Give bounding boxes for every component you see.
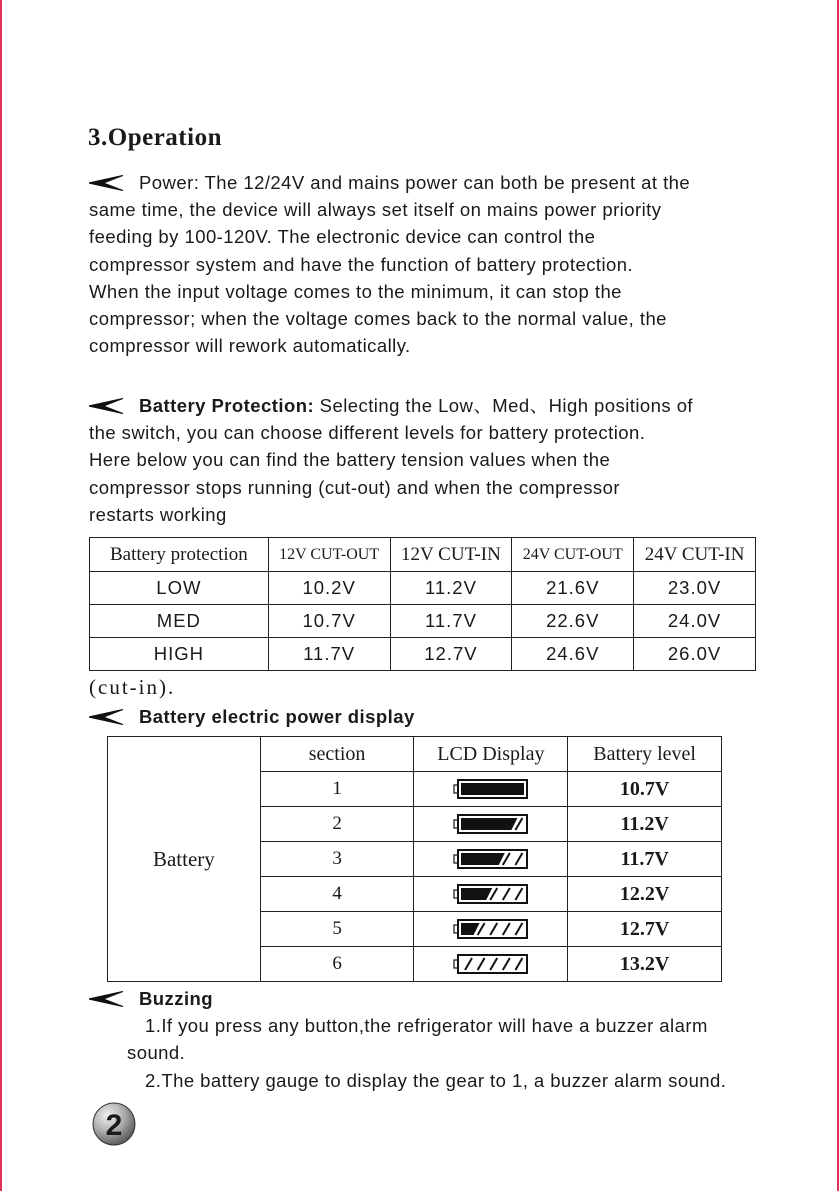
buzzing-item-2-line: 2.The battery gauge to display the gear to 1, a buzzer alarm sound. bbox=[145, 1070, 727, 1091]
battery-gauge-icon bbox=[453, 848, 529, 870]
buzzing-item-1 bbox=[145, 1012, 785, 1039]
lcd-cell bbox=[414, 877, 568, 912]
arrowhead-bullet-icon bbox=[89, 709, 123, 725]
table-header: 24V CUT-OUT bbox=[512, 538, 634, 572]
table-row bbox=[90, 572, 756, 605]
page-number: 2 bbox=[105, 1109, 123, 1142]
battery-protection-paragraph bbox=[89, 392, 779, 528]
buzzing-item-2 bbox=[145, 1067, 795, 1094]
page-number-badge-icon bbox=[92, 1102, 136, 1146]
bp-line-3: Here below you can find the battery tension values when the bbox=[89, 449, 611, 471]
battery-gauge-icon bbox=[453, 778, 529, 800]
table-cell: 10.7V bbox=[268, 605, 390, 638]
section-cell: 5 bbox=[260, 912, 414, 947]
table-header: LCD Display bbox=[414, 737, 568, 772]
table-cell: 10.2V bbox=[268, 572, 390, 605]
battery-protection-table bbox=[89, 537, 756, 671]
table-cell: 24.0V bbox=[634, 605, 756, 638]
lcd-cell bbox=[414, 947, 568, 982]
table-cell: MED bbox=[90, 605, 269, 638]
bp-line-5: restarts working bbox=[89, 503, 227, 525]
lcd-cell bbox=[414, 807, 568, 842]
bp-line bbox=[89, 392, 779, 419]
power-line-3: feeding by 100-120V. The electronic device can control the bbox=[89, 226, 596, 248]
table-cell: 11.7V bbox=[390, 605, 512, 638]
buzzing-item-1-cont bbox=[127, 1039, 767, 1066]
battery-fill bbox=[461, 818, 517, 830]
table-row bbox=[90, 605, 756, 638]
section-cell: 3 bbox=[260, 842, 414, 877]
power-line bbox=[89, 169, 779, 196]
level-cell: 11.2V bbox=[568, 807, 722, 842]
buzzing-line bbox=[89, 985, 779, 1012]
table-header-row bbox=[90, 538, 756, 572]
level-cell: 12.7V bbox=[568, 912, 722, 947]
table-cell: 11.7V bbox=[268, 638, 390, 671]
lcd-cell bbox=[414, 842, 568, 877]
buzzing-item-1-line-2: sound. bbox=[127, 1042, 186, 1063]
table-cell: 26.0V bbox=[634, 638, 756, 671]
table-header: 12V CUT-IN bbox=[390, 538, 512, 572]
table-cell: 11.2V bbox=[390, 572, 512, 605]
power-line-1: Power: The 12/24V and mains power can both be present at the bbox=[139, 172, 691, 193]
table-row bbox=[90, 638, 756, 671]
battery-gauge-icon bbox=[453, 918, 529, 940]
level-cell: 10.7V bbox=[568, 772, 722, 807]
battery-gauge-icon bbox=[453, 813, 529, 835]
table-header: 12V CUT-OUT bbox=[268, 538, 390, 572]
buzzing-item-1-line-1: 1.If you press any button,the refrigerator will have a buzzer alarm bbox=[145, 1015, 708, 1036]
battery-gauge-icon bbox=[453, 883, 529, 905]
battery-gauge-icon bbox=[453, 953, 529, 975]
battery-row-label: Battery bbox=[108, 737, 261, 982]
power-line-7: compressor will rework automatically. bbox=[89, 335, 411, 357]
power-line-4: compressor system and have the function of battery protection. bbox=[89, 253, 634, 275]
table-cell: 23.0V bbox=[634, 572, 756, 605]
level-cell: 12.2V bbox=[568, 877, 722, 912]
table-cell: 21.6V bbox=[512, 572, 634, 605]
table-cell: HIGH bbox=[90, 638, 269, 671]
section-cell: 6 bbox=[260, 947, 414, 982]
bp-heading: Battery Protection: bbox=[139, 395, 315, 416]
bp-line-4: compressor stops running (cut-out) and when the compressor bbox=[89, 476, 620, 498]
bp-line-1: Selecting the Low、Med、High positions of bbox=[314, 395, 694, 416]
battery-fill bbox=[461, 853, 505, 865]
power-display-heading-line bbox=[89, 703, 779, 730]
power-display-line bbox=[89, 703, 779, 730]
power-display-heading: Battery electric power display bbox=[139, 706, 415, 727]
section-cell: 4 bbox=[260, 877, 414, 912]
table-header: section bbox=[260, 737, 414, 772]
table-cell: LOW bbox=[90, 572, 269, 605]
buzzing-heading-line bbox=[89, 985, 779, 1012]
table-header: Battery protection bbox=[90, 538, 269, 572]
table-header: 24V CUT-IN bbox=[634, 538, 756, 572]
arrowhead-bullet-icon bbox=[89, 175, 123, 191]
battery-fill bbox=[461, 783, 524, 795]
level-cell: 11.7V bbox=[568, 842, 722, 877]
lcd-cell bbox=[414, 912, 568, 947]
cut-in-trailing-text: (cut-in). bbox=[89, 675, 176, 699]
table-header-row bbox=[108, 737, 722, 772]
power-paragraph bbox=[89, 169, 779, 359]
buzzing-heading: Buzzing bbox=[139, 988, 214, 1009]
arrowhead-bullet-icon bbox=[89, 991, 123, 1007]
section-cell: 1 bbox=[260, 772, 414, 807]
section-title: 3.Operation bbox=[88, 124, 222, 151]
battery-display-table bbox=[107, 736, 722, 982]
table-cell: 22.6V bbox=[512, 605, 634, 638]
table-header: Battery level bbox=[568, 737, 722, 772]
page-edge-left bbox=[0, 0, 2, 1191]
table-cell: 12.7V bbox=[390, 638, 512, 671]
power-line-6: compressor; when the voltage comes back to the normal value, the bbox=[89, 308, 667, 330]
power-line-5: When the input voltage comes to the minimum, it can stop the bbox=[89, 280, 622, 302]
bp-line-2: the switch, you can choose different levels for battery protection. bbox=[89, 422, 646, 444]
level-cell: 13.2V bbox=[568, 947, 722, 982]
table-cell: 24.6V bbox=[512, 638, 634, 671]
section-cell: 2 bbox=[260, 807, 414, 842]
lcd-cell bbox=[414, 772, 568, 807]
power-line-2: same time, the device will always set itself on mains power priority bbox=[89, 199, 662, 221]
arrowhead-bullet-icon bbox=[89, 398, 123, 414]
